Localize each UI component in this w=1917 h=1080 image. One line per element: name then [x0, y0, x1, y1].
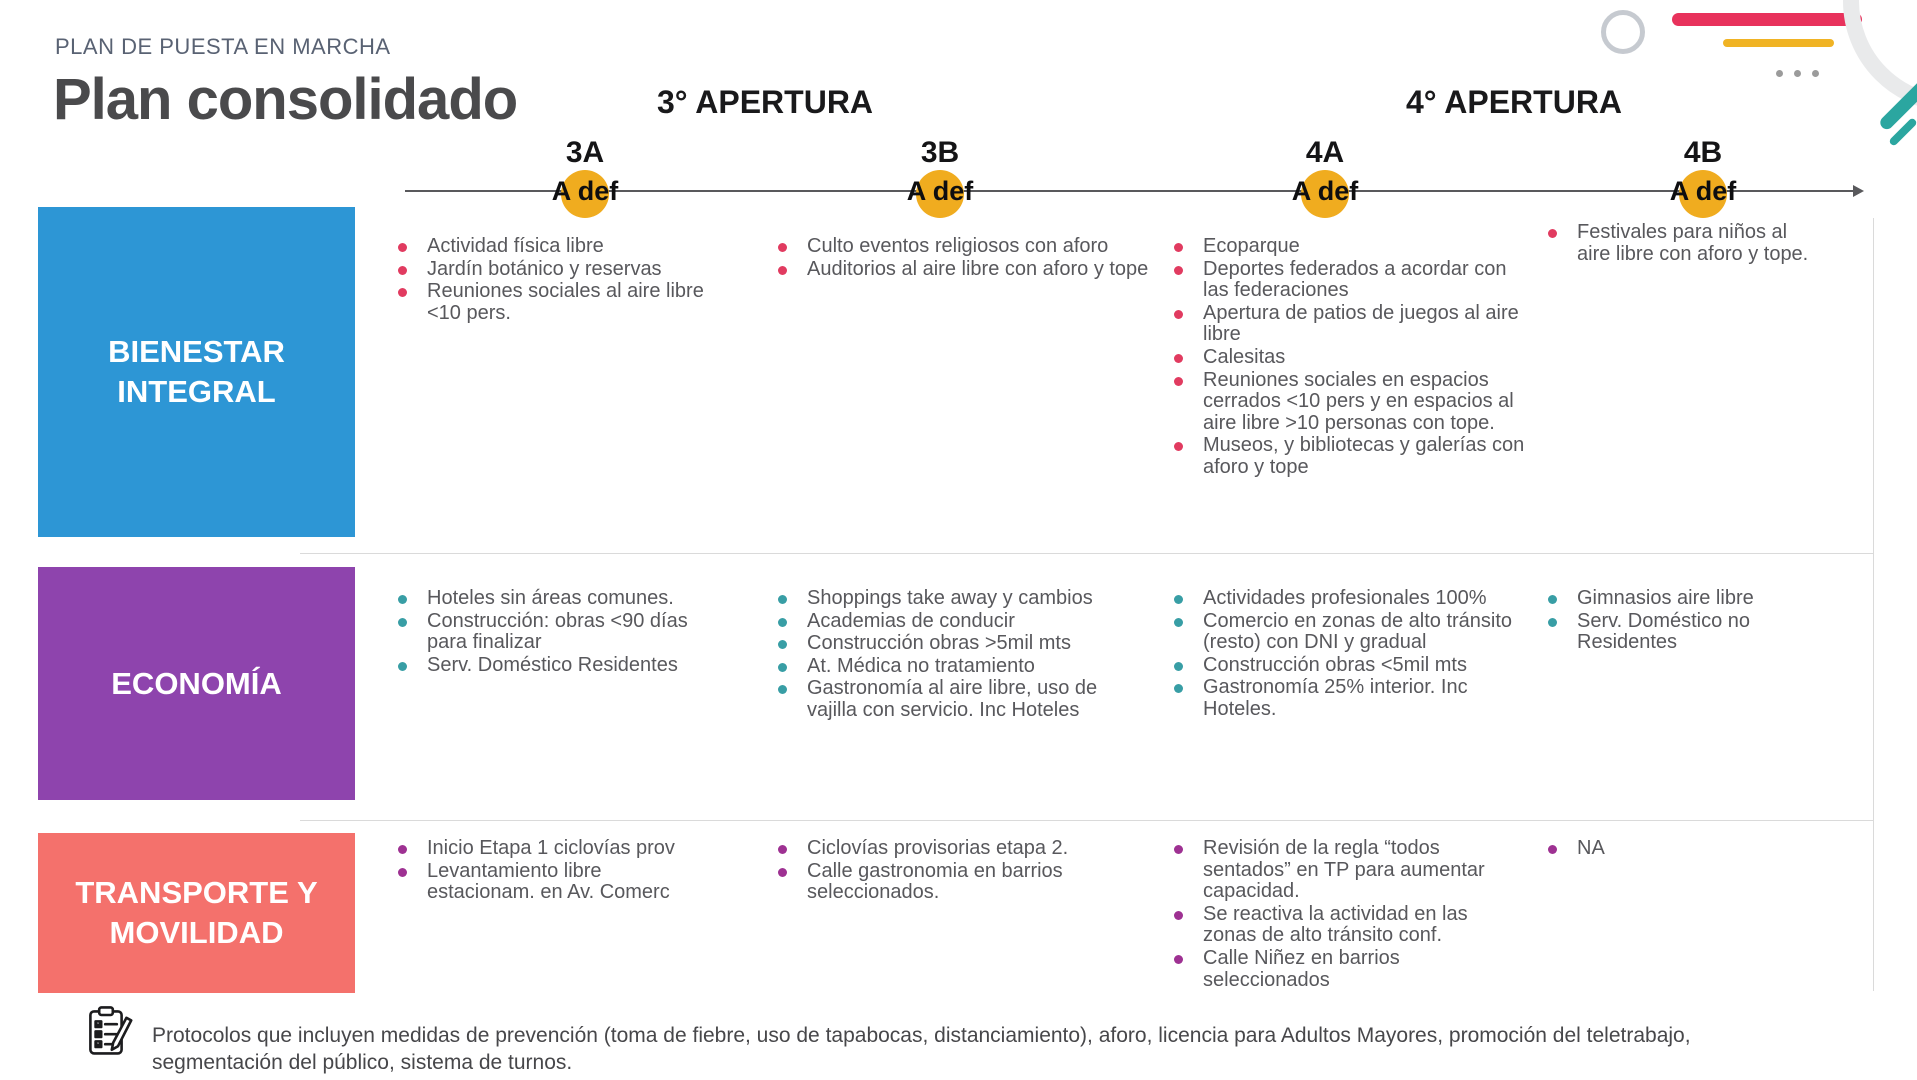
list-item: [1174, 370, 1525, 435]
bullet-icon: [1548, 595, 1557, 604]
category-label: ECONOMÍA: [111, 665, 282, 701]
list-item-text: Construcción: obras <90 días para finalizar: [427, 609, 688, 654]
list-item-text: Reuniones sociales en espacios cerrados <10 pers y en espacios al aire libre >10 personas con tope.: [1203, 368, 1514, 434]
section-header-4-apertura: 4° APERTURA: [1405, 84, 1623, 120]
list-item: [398, 861, 705, 904]
cell-economia-4a: [1174, 588, 1525, 722]
table-right-border: [1873, 218, 1874, 991]
list-item: [1174, 259, 1525, 302]
bullet-icon: [398, 243, 407, 252]
list-item-text: Hoteles sin áreas comunes.: [427, 587, 674, 609]
list-item: [1174, 435, 1525, 478]
marker-sublabel: A def: [1669, 176, 1737, 206]
list-item-text: Construcción obras >5mil mts: [807, 632, 1071, 655]
list-item: [1174, 588, 1525, 610]
bullet-icon: [778, 618, 787, 627]
list-item: [1174, 677, 1525, 720]
list-item-text: Gimnasios aire libre: [1577, 587, 1754, 609]
bullet-icon: [778, 640, 787, 649]
list-item: [1174, 303, 1525, 346]
list-item-text: Serv. Doméstico Residentes: [427, 653, 678, 676]
cell-bienestar-4a: [1174, 236, 1525, 480]
list-item-text: Serv. Doméstico no Residentes: [1577, 609, 1751, 654]
list-item-text: At. Médica no tratamiento: [807, 654, 1035, 677]
list-item: [1174, 347, 1525, 369]
list-item-text: NA: [1577, 837, 1605, 859]
list-item-text: Inicio Etapa 1 ciclovías prov: [427, 837, 675, 859]
checklist-icon: [86, 1005, 134, 1059]
list-item-text: Jardín botánico y reservas: [427, 257, 662, 280]
list-item-text: Apertura de patios de juegos al aire libre: [1203, 301, 1519, 346]
list-item-text: Construcción obras <5mil mts: [1203, 653, 1467, 676]
bullet-icon: [1548, 845, 1557, 854]
list-item: [398, 611, 705, 654]
bullet-icon: [778, 685, 787, 694]
list-item: [778, 633, 1152, 655]
marker-label: 4A: [1305, 136, 1345, 169]
marker-sublabel: A def: [906, 176, 974, 206]
bullet-icon: [1174, 911, 1183, 920]
bullet-icon: [1174, 955, 1183, 964]
list-item: [398, 588, 705, 610]
bullet-icon: [1174, 243, 1183, 252]
category-box-bienestar: [38, 207, 355, 537]
category-label: BIENESTAR INTEGRAL: [108, 334, 285, 409]
bullet-icon: [398, 595, 407, 604]
list-item-text: Levantamiento libre estacionam. en Av. Comerc: [427, 859, 670, 904]
list-item-text: Auditorios al aire libre con aforo y tope: [807, 257, 1149, 280]
list-item: [1174, 236, 1525, 258]
list-item-text: Gastronomía 25% interior. Inc Hoteles.: [1203, 676, 1468, 720]
bullet-icon: [1174, 845, 1183, 854]
pink-accent-bar: [1672, 13, 1862, 26]
list-item-text: Academias de conducir: [807, 609, 1015, 632]
bullet-icon: [1174, 310, 1183, 319]
bullet-icon: [1548, 229, 1557, 238]
list-item-text: Deportes federados a acordar con las federaciones: [1203, 257, 1507, 302]
cell-transporte-3b: [778, 838, 1152, 905]
list-item: [778, 838, 1152, 860]
marker-sublabel: A def: [1291, 176, 1359, 206]
list-item: [778, 678, 1152, 721]
cell-transporte-4b: [1548, 838, 1817, 861]
category-label: TRANSPORTE Y MOVILIDAD: [75, 875, 318, 950]
ring-icon: [1601, 10, 1645, 54]
dot-icon: [1776, 70, 1783, 77]
list-item: [1174, 611, 1525, 654]
bullet-icon: [1174, 684, 1183, 693]
cell-economia-3a: [398, 588, 705, 677]
bullet-icon: [778, 266, 787, 275]
list-item-text: Revisión de la regla “todos sentados” en TP para aumentar capacidad.: [1203, 837, 1485, 903]
bullet-icon: [1174, 266, 1183, 275]
row-divider: [300, 820, 1873, 821]
marker-label: 3A: [565, 136, 605, 169]
bullet-icon: [1174, 354, 1183, 363]
list-item-text: Gastronomía al aire libre, uso de vajilla con servicio. Inc Hoteles: [807, 677, 1098, 721]
bullet-icon: [1174, 618, 1183, 627]
list-item: [1174, 655, 1525, 677]
list-item: [398, 838, 705, 860]
bullet-icon: [1174, 595, 1183, 604]
section-header-3-apertura: 3° APERTURA: [656, 84, 874, 120]
dot-icon: [1812, 70, 1819, 77]
bullet-icon: [398, 266, 407, 275]
list-item-text: Museos, y bibliotecas y galerías con aforo y tope: [1203, 434, 1525, 478]
list-item: [398, 281, 705, 324]
dot-icon: [1794, 70, 1801, 77]
list-item: [1174, 948, 1525, 991]
list-item: [778, 611, 1152, 633]
list-item-text: Comercio en zonas de alto tránsito (resto) con DNI y gradual: [1203, 609, 1513, 654]
slide-eyebrow: PLAN DE PUESTA EN MARCHA: [55, 34, 391, 59]
list-item: [398, 259, 705, 281]
list-item: [778, 861, 1152, 904]
list-item: [1174, 904, 1525, 947]
list-item: [398, 655, 705, 677]
bullet-icon: [398, 868, 407, 877]
yellow-accent-bar: [1723, 39, 1834, 47]
bullet-icon: [778, 845, 787, 854]
list-item-text: Shoppings take away y cambios: [807, 587, 1093, 609]
cell-bienestar-3b: [778, 236, 1152, 281]
list-item-text: Actividad física libre: [427, 235, 604, 257]
bullet-icon: [398, 845, 407, 854]
cell-economia-4b: [1548, 588, 1817, 655]
list-item: [778, 588, 1152, 610]
category-box-economia: [38, 567, 355, 800]
marker-label: 3B: [920, 136, 960, 169]
bullet-icon: [778, 595, 787, 604]
row-divider: [300, 553, 1873, 554]
bullet-icon: [398, 618, 407, 627]
footer-note: Protocolos que incluyen medidas de prevención (toma de fiebre, uso de tapabocas, distanciamiento), aforo, licencia para Adultos Mayores, promoción del teletrabajo, segmentación del público, sistema de turnos.: [152, 1024, 1691, 1074]
list-item-text: Reuniones sociales al aire libre <10 pers.: [427, 280, 704, 324]
list-item: [1548, 611, 1817, 654]
list-item-text: Actividades profesionales 100%: [1203, 587, 1487, 609]
list-item-text: Calesitas: [1203, 345, 1286, 368]
list-item: [778, 259, 1152, 281]
bullet-icon: [778, 868, 787, 877]
page-title: Plan consolidado: [53, 67, 518, 132]
list-item: [1548, 222, 1817, 265]
list-item: [1174, 838, 1525, 903]
marker-sublabel: A def: [551, 176, 619, 206]
bullet-icon: [398, 662, 407, 671]
marker-label: 4B: [1683, 136, 1723, 169]
bullet-icon: [1548, 618, 1557, 627]
list-item: [1548, 588, 1817, 610]
list-item: [398, 236, 705, 258]
list-item: [778, 236, 1152, 258]
list-item: [778, 656, 1152, 678]
bullet-icon: [1174, 662, 1183, 671]
cell-bienestar-4b: [1548, 222, 1817, 266]
bullet-icon: [1174, 377, 1183, 386]
cell-bienestar-3a: [398, 236, 705, 325]
list-item-text: Culto eventos religiosos con aforo: [807, 235, 1109, 257]
list-item-text: Ciclovías provisorias etapa 2.: [807, 837, 1069, 859]
list-item-text: Festivales para niños al aire libre con aforo y tope.: [1577, 221, 1809, 265]
list-item: [1548, 838, 1817, 860]
bullet-icon: [778, 663, 787, 672]
bullet-icon: [1174, 442, 1183, 451]
cell-economia-3b: [778, 588, 1152, 723]
list-item-text: Calle gastronomia en barrios seleccionados.: [807, 859, 1063, 904]
bullet-icon: [398, 288, 407, 297]
timeline-line: [405, 190, 1855, 192]
arrow-right-icon: [1853, 185, 1864, 197]
ellipsis-icon: [1776, 70, 1819, 77]
list-item-text: Ecoparque: [1203, 235, 1300, 257]
cell-transporte-4a: [1174, 838, 1525, 992]
list-item-text: Calle Niñez en barrios seleccionados: [1203, 946, 1400, 991]
cell-transporte-3a: [398, 838, 705, 905]
category-box-transporte: [38, 833, 355, 993]
list-item-text: Se reactiva la actividad en las zonas de alto tránsito conf.: [1203, 902, 1468, 947]
bullet-icon: [778, 243, 787, 252]
